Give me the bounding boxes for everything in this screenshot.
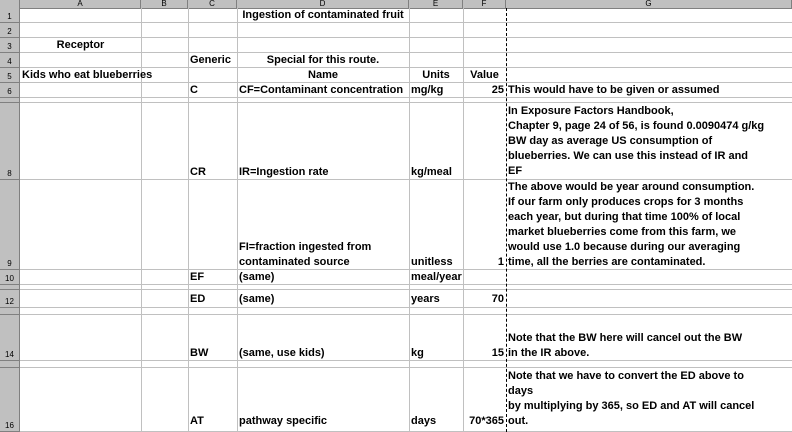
gridline bbox=[20, 307, 792, 308]
note-line: each year, but during that time 100% of local bbox=[508, 211, 741, 223]
row-header-14[interactable] bbox=[0, 315, 20, 361]
row-header-13[interactable] bbox=[0, 308, 20, 315]
param-name-bw[interactable]: (same, use kids) bbox=[239, 347, 325, 359]
row-header-4[interactable] bbox=[0, 53, 20, 68]
param-note-c[interactable]: This would have to be given or assumed bbox=[508, 84, 720, 96]
row-number: 1 bbox=[7, 12, 12, 21]
note-line: In Exposure Factors Handbook, bbox=[508, 105, 674, 117]
row-number: 10 bbox=[5, 274, 14, 283]
param-units-fi[interactable]: unitless bbox=[411, 256, 453, 268]
row-number: 2 bbox=[7, 27, 12, 36]
param-value-fi[interactable]: 1 bbox=[497, 256, 504, 268]
gridline bbox=[20, 314, 792, 315]
column-header-f[interactable]: F bbox=[463, 0, 506, 8]
note-line: would use 1.0 because during our averaging bbox=[508, 241, 741, 253]
row-header-16[interactable] bbox=[0, 368, 20, 432]
row-header-6[interactable] bbox=[0, 83, 20, 98]
note-line: days bbox=[508, 385, 534, 397]
param-value-bw[interactable]: 15 bbox=[491, 347, 504, 359]
row-header-1[interactable] bbox=[0, 8, 20, 23]
row-number: 16 bbox=[5, 421, 14, 430]
note-line: The above would be year around consumption. bbox=[508, 181, 755, 193]
row-number: 5 bbox=[7, 72, 12, 81]
header-units[interactable]: Units bbox=[422, 69, 450, 81]
gridline bbox=[20, 367, 792, 368]
select-all-corner[interactable] bbox=[0, 0, 20, 8]
gridline bbox=[188, 8, 189, 432]
param-name-c[interactable]: CF=Contaminant concentration bbox=[239, 84, 404, 96]
param-units-c[interactable]: mg/kg bbox=[411, 84, 444, 96]
column-header-g[interactable]: G bbox=[506, 0, 792, 8]
note-line: in the IR above. bbox=[508, 347, 590, 359]
column-header-d[interactable]: D bbox=[237, 0, 409, 8]
receptor-value[interactable]: Kids who eat blueberries bbox=[22, 69, 153, 81]
note-line: Note that we have to convert the ED above to bbox=[508, 370, 744, 382]
row-number: 9 bbox=[7, 259, 12, 268]
param-units-ef[interactable]: meal/year bbox=[411, 271, 462, 283]
row-number: 14 bbox=[5, 350, 14, 359]
name-line: FI=fraction ingested from bbox=[239, 241, 372, 253]
row-number: 6 bbox=[7, 87, 12, 96]
note-line: out. bbox=[508, 415, 529, 427]
name-line: contaminated source bbox=[239, 256, 350, 268]
receptor-label[interactable]: Receptor bbox=[56, 39, 105, 51]
column-header-a[interactable]: A bbox=[20, 0, 141, 8]
note-line: Note that the BW here will cancel out the BW bbox=[508, 332, 743, 344]
param-value-at[interactable]: 70*365 bbox=[469, 415, 504, 427]
row-header-3[interactable] bbox=[0, 38, 20, 53]
note-line: time, all the berries are contaminated. bbox=[508, 256, 706, 268]
gridline bbox=[20, 289, 792, 290]
param-name-at[interactable]: pathway specific bbox=[239, 415, 328, 427]
note-line: blueberries. We can use this instead of IR and bbox=[508, 150, 749, 162]
note-line: EF bbox=[508, 165, 523, 177]
param-note-fi[interactable] bbox=[506, 180, 792, 270]
param-code-at[interactable]: AT bbox=[190, 415, 204, 427]
gridline bbox=[20, 102, 792, 103]
row-header-15[interactable] bbox=[0, 361, 20, 368]
header-special[interactable]: Special for this route. bbox=[266, 54, 380, 66]
param-name-ef[interactable]: (same) bbox=[239, 271, 275, 283]
row-number: 3 bbox=[7, 42, 12, 51]
note-line: If our farm only produces crops for 3 months bbox=[508, 196, 744, 208]
param-note-cr[interactable] bbox=[506, 104, 792, 179]
row-number: 8 bbox=[7, 169, 12, 178]
row-header-10[interactable] bbox=[0, 270, 20, 285]
header-name[interactable]: Name bbox=[308, 69, 338, 81]
header-generic[interactable]: Generic bbox=[190, 54, 231, 66]
param-note-at[interactable] bbox=[506, 369, 792, 429]
row-header-2[interactable] bbox=[0, 23, 20, 38]
param-name-fi[interactable] bbox=[237, 240, 409, 270]
row-header-9[interactable] bbox=[0, 180, 20, 270]
column-header-b[interactable]: B bbox=[141, 0, 188, 8]
header-value[interactable]: Value bbox=[470, 69, 499, 81]
row-header-8[interactable] bbox=[0, 103, 20, 180]
param-value-ed[interactable]: 70 bbox=[491, 293, 504, 305]
param-units-at[interactable]: days bbox=[411, 415, 437, 427]
row-number: 12 bbox=[5, 297, 14, 306]
sheet-title[interactable]: Ingestion of contaminated fruit bbox=[242, 9, 404, 21]
note-line: by multiplying by 365, so ED and AT will cancel bbox=[508, 400, 755, 412]
row-header-12[interactable] bbox=[0, 290, 20, 308]
note-line: Chapter 9, page 24 of 56, is found 0.0090474 g/kg bbox=[508, 120, 765, 132]
row-number: 4 bbox=[7, 57, 12, 66]
param-note-bw[interactable] bbox=[506, 331, 792, 361]
param-code-bw[interactable]: BW bbox=[190, 347, 209, 359]
row-header-5[interactable] bbox=[0, 68, 20, 83]
param-code-ef[interactable]: EF bbox=[190, 271, 205, 283]
param-code-ed[interactable]: ED bbox=[190, 293, 206, 305]
param-code-cr[interactable]: CR bbox=[190, 166, 206, 178]
param-units-ed[interactable]: years bbox=[411, 293, 440, 305]
param-name-cr[interactable]: IR=Ingestion rate bbox=[239, 166, 329, 178]
param-code-c[interactable]: C bbox=[190, 84, 198, 96]
param-name-ed[interactable]: (same) bbox=[239, 293, 275, 305]
param-units-bw[interactable]: kg bbox=[411, 347, 424, 359]
note-line: BW day as average US consumption of bbox=[508, 135, 713, 147]
param-units-cr[interactable]: kg/meal bbox=[411, 166, 452, 178]
note-line: market blueberries come from this farm, we bbox=[508, 226, 737, 238]
column-header-c[interactable]: C bbox=[188, 0, 237, 8]
column-header-e[interactable]: E bbox=[409, 0, 463, 8]
param-value-c[interactable]: 25 bbox=[491, 84, 504, 96]
